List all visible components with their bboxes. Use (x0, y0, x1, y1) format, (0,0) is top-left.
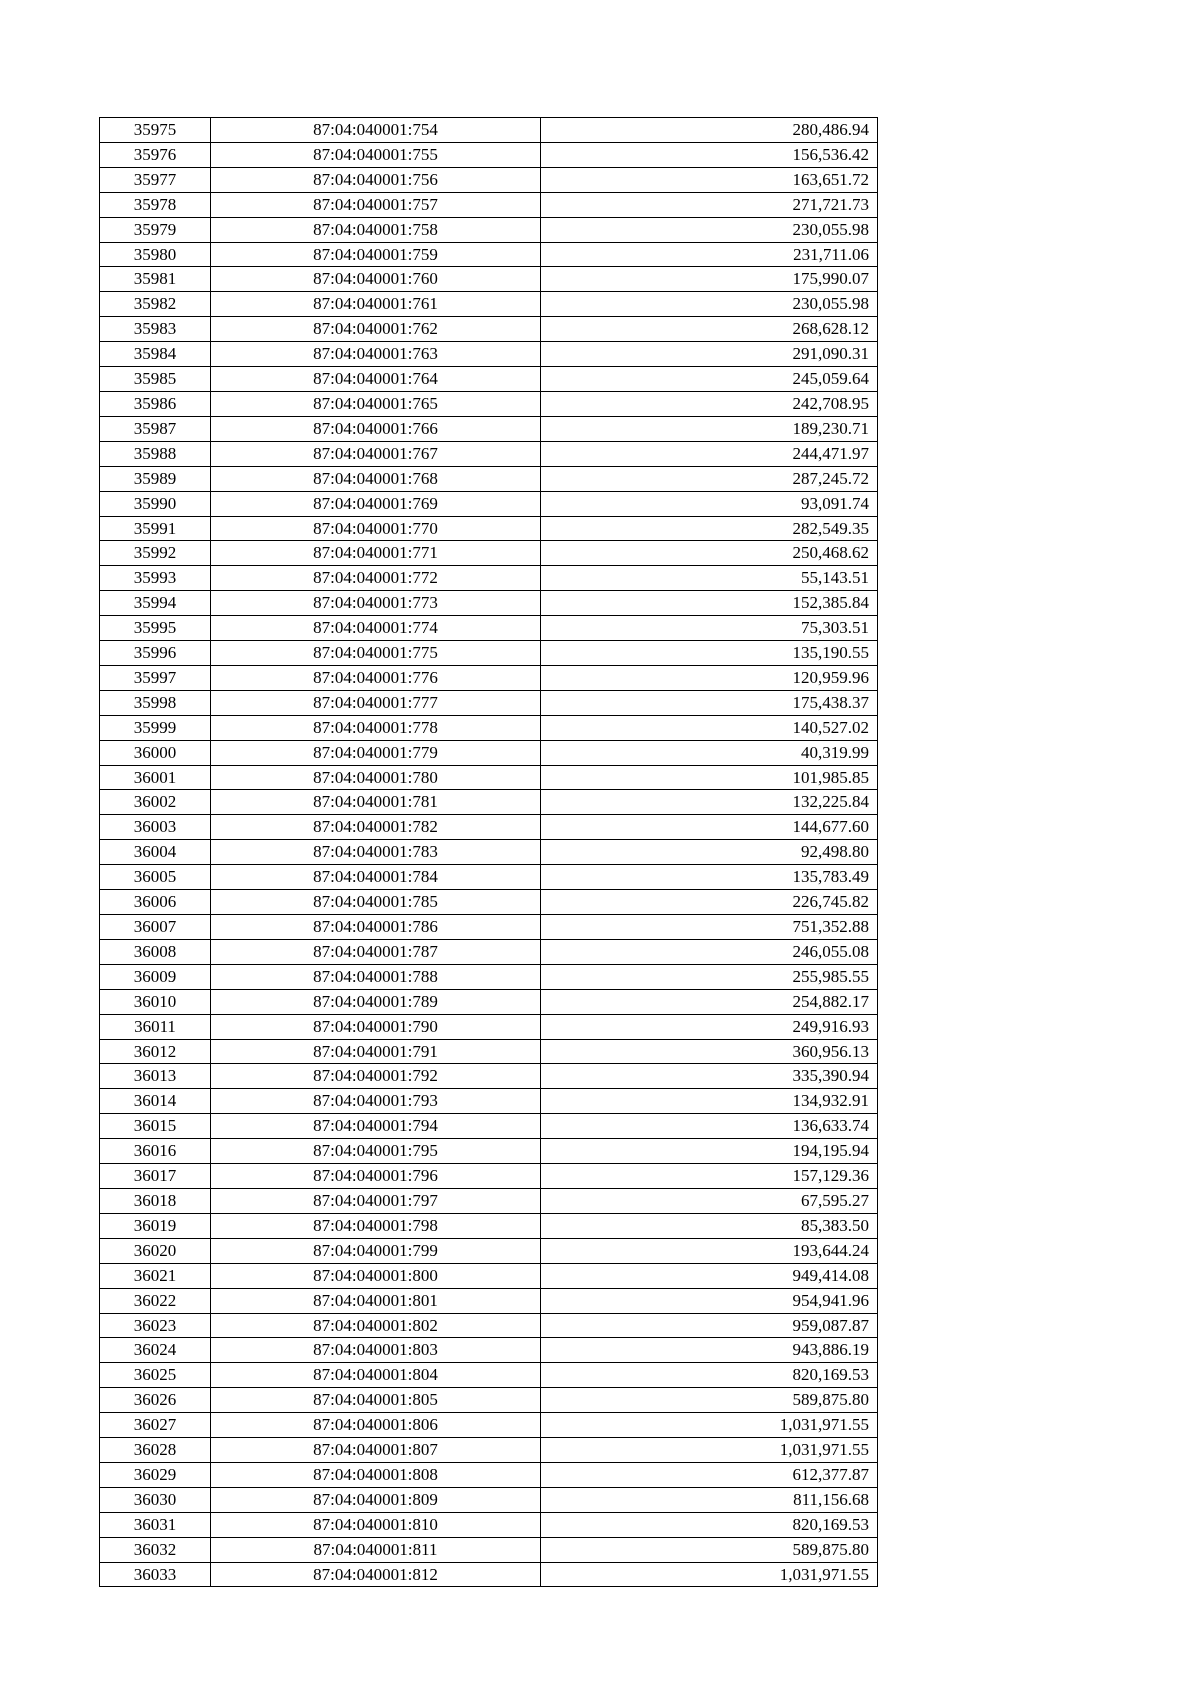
row-number-cell: 36002 (100, 790, 211, 815)
cadastral-number-cell: 87:04:040001:783 (211, 840, 541, 865)
table-row (100, 142, 878, 167)
row-number-cell: 35987 (100, 416, 211, 441)
cadastral-number-cell: 87:04:040001:755 (211, 142, 541, 167)
row-number-cell: 36023 (100, 1313, 211, 1338)
cadastral-number-cell: 87:04:040001:757 (211, 192, 541, 217)
value-cell: 189,230.71 (541, 416, 878, 441)
value-cell: 751,352.88 (541, 915, 878, 940)
table-row (100, 1487, 878, 1512)
value-cell: 280,486.94 (541, 118, 878, 143)
value-cell: 175,438.37 (541, 690, 878, 715)
row-number-cell: 36030 (100, 1487, 211, 1512)
row-number-cell: 36027 (100, 1413, 211, 1438)
table-row (100, 1014, 878, 1039)
cadastral-number-cell: 87:04:040001:758 (211, 217, 541, 242)
row-number-cell: 36006 (100, 890, 211, 915)
table-row (100, 1139, 878, 1164)
table-row (100, 690, 878, 715)
value-cell: 943,886.19 (541, 1338, 878, 1363)
table-row (100, 466, 878, 491)
value-cell: 949,414.08 (541, 1263, 878, 1288)
table-row (100, 1188, 878, 1213)
value-cell: 242,708.95 (541, 391, 878, 416)
row-number-cell: 36012 (100, 1039, 211, 1064)
cadastral-number-cell: 87:04:040001:781 (211, 790, 541, 815)
row-number-cell: 36019 (100, 1213, 211, 1238)
value-cell: 85,383.50 (541, 1213, 878, 1238)
row-number-cell: 35996 (100, 641, 211, 666)
cadastral-number-cell: 87:04:040001:775 (211, 641, 541, 666)
row-number-cell: 35978 (100, 192, 211, 217)
cadastral-number-cell: 87:04:040001:756 (211, 167, 541, 192)
row-number-cell: 36009 (100, 964, 211, 989)
row-number-cell: 36011 (100, 1014, 211, 1039)
value-cell: 93,091.74 (541, 491, 878, 516)
cadastral-number-cell: 87:04:040001:797 (211, 1188, 541, 1213)
table-row (100, 715, 878, 740)
row-number-cell: 36003 (100, 815, 211, 840)
value-cell: 226,745.82 (541, 890, 878, 915)
table-row (100, 964, 878, 989)
cadastral-number-cell: 87:04:040001:773 (211, 591, 541, 616)
cadastral-number-cell: 87:04:040001:794 (211, 1114, 541, 1139)
table-row (100, 890, 878, 915)
table-row (100, 541, 878, 566)
table-row (100, 740, 878, 765)
row-number-cell: 36028 (100, 1438, 211, 1463)
cadastral-number-cell: 87:04:040001:787 (211, 939, 541, 964)
row-number-cell: 35991 (100, 516, 211, 541)
value-cell: 291,090.31 (541, 342, 878, 367)
value-cell: 246,055.08 (541, 939, 878, 964)
value-cell: 134,932.91 (541, 1089, 878, 1114)
row-number-cell: 36033 (100, 1562, 211, 1587)
cadastral-number-cell: 87:04:040001:784 (211, 865, 541, 890)
value-cell: 820,169.53 (541, 1512, 878, 1537)
row-number-cell: 35998 (100, 690, 211, 715)
value-cell: 157,129.36 (541, 1164, 878, 1189)
value-cell: 175,990.07 (541, 267, 878, 292)
value-cell: 811,156.68 (541, 1487, 878, 1512)
value-cell: 75,303.51 (541, 616, 878, 641)
cadastral-number-cell: 87:04:040001:768 (211, 466, 541, 491)
row-number-cell: 36004 (100, 840, 211, 865)
value-cell: 135,190.55 (541, 641, 878, 666)
row-number-cell: 35979 (100, 217, 211, 242)
value-cell: 55,143.51 (541, 566, 878, 591)
table-row (100, 989, 878, 1014)
cadastral-number-cell: 87:04:040001:769 (211, 491, 541, 516)
row-number-cell: 36032 (100, 1537, 211, 1562)
table-row (100, 367, 878, 392)
value-cell: 820,169.53 (541, 1363, 878, 1388)
value-cell: 194,195.94 (541, 1139, 878, 1164)
value-cell: 1,031,971.55 (541, 1413, 878, 1438)
table-row (100, 217, 878, 242)
value-cell: 250,468.62 (541, 541, 878, 566)
cadastral-number-cell: 87:04:040001:770 (211, 516, 541, 541)
table-row (100, 118, 878, 143)
cadastral-number-cell: 87:04:040001:804 (211, 1363, 541, 1388)
table-row (100, 790, 878, 815)
cadastral-number-cell: 87:04:040001:805 (211, 1388, 541, 1413)
table-row (100, 167, 878, 192)
row-number-cell: 35981 (100, 267, 211, 292)
table-row (100, 1263, 878, 1288)
value-cell: 254,882.17 (541, 989, 878, 1014)
table-row (100, 1438, 878, 1463)
cadastral-number-cell: 87:04:040001:764 (211, 367, 541, 392)
table-row (100, 267, 878, 292)
cadastral-number-cell: 87:04:040001:759 (211, 242, 541, 267)
row-number-cell: 35975 (100, 118, 211, 143)
value-cell: 287,245.72 (541, 466, 878, 491)
row-number-cell: 36026 (100, 1388, 211, 1413)
cadastral-number-cell: 87:04:040001:809 (211, 1487, 541, 1512)
value-cell: 40,319.99 (541, 740, 878, 765)
cadastral-number-cell: 87:04:040001:799 (211, 1238, 541, 1263)
value-cell: 244,471.97 (541, 441, 878, 466)
row-number-cell: 36013 (100, 1064, 211, 1089)
table-row (100, 1114, 878, 1139)
cadastral-number-cell: 87:04:040001:793 (211, 1089, 541, 1114)
table-row (100, 1313, 878, 1338)
value-cell: 245,059.64 (541, 367, 878, 392)
row-number-cell: 36016 (100, 1139, 211, 1164)
row-number-cell: 35980 (100, 242, 211, 267)
row-number-cell: 36008 (100, 939, 211, 964)
table-row (100, 1213, 878, 1238)
row-number-cell: 36022 (100, 1288, 211, 1313)
table-row (100, 416, 878, 441)
table-row (100, 1512, 878, 1537)
cadastral-number-cell: 87:04:040001:803 (211, 1338, 541, 1363)
row-number-cell: 35997 (100, 665, 211, 690)
value-cell: 230,055.98 (541, 217, 878, 242)
row-number-cell: 35977 (100, 167, 211, 192)
table-row (100, 491, 878, 516)
row-number-cell: 36001 (100, 765, 211, 790)
value-cell: 360,956.13 (541, 1039, 878, 1064)
cadastral-number-cell: 87:04:040001:795 (211, 1139, 541, 1164)
row-number-cell: 35993 (100, 566, 211, 591)
value-cell: 193,644.24 (541, 1238, 878, 1263)
table-row (100, 840, 878, 865)
row-number-cell: 36020 (100, 1238, 211, 1263)
value-cell: 255,985.55 (541, 964, 878, 989)
table-row (100, 1388, 878, 1413)
cadastral-number-cell: 87:04:040001:800 (211, 1263, 541, 1288)
table-row (100, 1363, 878, 1388)
row-number-cell: 36000 (100, 740, 211, 765)
cadastral-number-cell: 87:04:040001:772 (211, 566, 541, 591)
cadastral-number-cell: 87:04:040001:808 (211, 1462, 541, 1487)
row-number-cell: 36010 (100, 989, 211, 1014)
cadastral-number-cell: 87:04:040001:765 (211, 391, 541, 416)
value-cell: 136,633.74 (541, 1114, 878, 1139)
value-cell: 120,959.96 (541, 665, 878, 690)
value-cell: 144,677.60 (541, 815, 878, 840)
table-row (100, 391, 878, 416)
cadastral-number-cell: 87:04:040001:802 (211, 1313, 541, 1338)
table-row (100, 342, 878, 367)
table-row (100, 815, 878, 840)
value-cell: 92,498.80 (541, 840, 878, 865)
table-row (100, 665, 878, 690)
cadastral-number-cell: 87:04:040001:786 (211, 915, 541, 940)
table-row (100, 441, 878, 466)
cadastral-number-cell: 87:04:040001:767 (211, 441, 541, 466)
value-cell: 959,087.87 (541, 1313, 878, 1338)
row-number-cell: 35982 (100, 292, 211, 317)
row-number-cell: 35983 (100, 317, 211, 342)
cadastral-number-cell: 87:04:040001:790 (211, 1014, 541, 1039)
value-cell: 954,941.96 (541, 1288, 878, 1313)
table-row (100, 566, 878, 591)
row-number-cell: 36007 (100, 915, 211, 940)
row-number-cell: 36021 (100, 1263, 211, 1288)
table-body (100, 118, 878, 1587)
row-number-cell: 36014 (100, 1089, 211, 1114)
cadastral-number-cell: 87:04:040001:806 (211, 1413, 541, 1438)
cadastral-number-cell: 87:04:040001:791 (211, 1039, 541, 1064)
value-cell: 589,875.80 (541, 1537, 878, 1562)
table-row (100, 1462, 878, 1487)
value-cell: 335,390.94 (541, 1064, 878, 1089)
value-cell: 132,225.84 (541, 790, 878, 815)
row-number-cell: 36015 (100, 1114, 211, 1139)
value-cell: 135,783.49 (541, 865, 878, 890)
cadastral-number-cell: 87:04:040001:812 (211, 1562, 541, 1587)
cadastral-number-cell: 87:04:040001:761 (211, 292, 541, 317)
row-number-cell: 36029 (100, 1462, 211, 1487)
row-number-cell: 36031 (100, 1512, 211, 1537)
row-number-cell: 35985 (100, 367, 211, 392)
table-row (100, 1338, 878, 1363)
value-cell: 612,377.87 (541, 1462, 878, 1487)
cadastral-number-cell: 87:04:040001:810 (211, 1512, 541, 1537)
cadastral-number-cell: 87:04:040001:760 (211, 267, 541, 292)
row-number-cell: 35999 (100, 715, 211, 740)
cadastral-number-cell: 87:04:040001:796 (211, 1164, 541, 1189)
cadastral-number-cell: 87:04:040001:807 (211, 1438, 541, 1463)
table-row (100, 1537, 878, 1562)
table-row (100, 1089, 878, 1114)
value-cell: 163,651.72 (541, 167, 878, 192)
table-row (100, 317, 878, 342)
cadastral-number-cell: 87:04:040001:766 (211, 416, 541, 441)
cadastral-number-cell: 87:04:040001:771 (211, 541, 541, 566)
value-cell: 1,031,971.55 (541, 1438, 878, 1463)
table-row (100, 242, 878, 267)
cadastral-number-cell: 87:04:040001:811 (211, 1537, 541, 1562)
value-cell: 67,595.27 (541, 1188, 878, 1213)
cadastral-number-cell: 87:04:040001:801 (211, 1288, 541, 1313)
row-number-cell: 35992 (100, 541, 211, 566)
data-table (99, 117, 878, 1587)
value-cell: 589,875.80 (541, 1388, 878, 1413)
value-cell: 231,711.06 (541, 242, 878, 267)
value-cell: 1,031,971.55 (541, 1562, 878, 1587)
row-number-cell: 35989 (100, 466, 211, 491)
table-row (100, 616, 878, 641)
row-number-cell: 36005 (100, 865, 211, 890)
table-row (100, 1562, 878, 1587)
table-row (100, 591, 878, 616)
cadastral-number-cell: 87:04:040001:798 (211, 1213, 541, 1238)
value-cell: 152,385.84 (541, 591, 878, 616)
cadastral-number-cell: 87:04:040001:754 (211, 118, 541, 143)
cadastral-number-cell: 87:04:040001:789 (211, 989, 541, 1014)
cadastral-number-cell: 87:04:040001:778 (211, 715, 541, 740)
row-number-cell: 35986 (100, 391, 211, 416)
table-row (100, 865, 878, 890)
table-row (100, 765, 878, 790)
row-number-cell: 35990 (100, 491, 211, 516)
table-row (100, 915, 878, 940)
table-row (100, 641, 878, 666)
cadastral-number-cell: 87:04:040001:785 (211, 890, 541, 915)
table-row (100, 939, 878, 964)
cadastral-number-cell: 87:04:040001:779 (211, 740, 541, 765)
row-number-cell: 35984 (100, 342, 211, 367)
cadastral-number-cell: 87:04:040001:777 (211, 690, 541, 715)
value-cell: 156,536.42 (541, 142, 878, 167)
table-row (100, 1413, 878, 1438)
cadastral-number-cell: 87:04:040001:792 (211, 1064, 541, 1089)
cadastral-number-cell: 87:04:040001:763 (211, 342, 541, 367)
table-row (100, 1238, 878, 1263)
row-number-cell: 35976 (100, 142, 211, 167)
row-number-cell: 36017 (100, 1164, 211, 1189)
row-number-cell: 35988 (100, 441, 211, 466)
value-cell: 230,055.98 (541, 292, 878, 317)
cadastral-number-cell: 87:04:040001:762 (211, 317, 541, 342)
table-row (100, 1288, 878, 1313)
table-row (100, 516, 878, 541)
cadastral-number-cell: 87:04:040001:782 (211, 815, 541, 840)
row-number-cell: 36025 (100, 1363, 211, 1388)
cadastral-number-cell: 87:04:040001:774 (211, 616, 541, 641)
value-cell: 101,985.85 (541, 765, 878, 790)
row-number-cell: 36024 (100, 1338, 211, 1363)
value-cell: 268,628.12 (541, 317, 878, 342)
table-row (100, 292, 878, 317)
value-cell: 282,549.35 (541, 516, 878, 541)
row-number-cell: 35995 (100, 616, 211, 641)
table-row (100, 1164, 878, 1189)
cadastral-number-cell: 87:04:040001:788 (211, 964, 541, 989)
table-row (100, 1064, 878, 1089)
table-row (100, 192, 878, 217)
row-number-cell: 35994 (100, 591, 211, 616)
value-cell: 249,916.93 (541, 1014, 878, 1039)
cadastral-number-cell: 87:04:040001:776 (211, 665, 541, 690)
cadastral-number-cell: 87:04:040001:780 (211, 765, 541, 790)
value-cell: 271,721.73 (541, 192, 878, 217)
row-number-cell: 36018 (100, 1188, 211, 1213)
value-cell: 140,527.02 (541, 715, 878, 740)
table-row (100, 1039, 878, 1064)
